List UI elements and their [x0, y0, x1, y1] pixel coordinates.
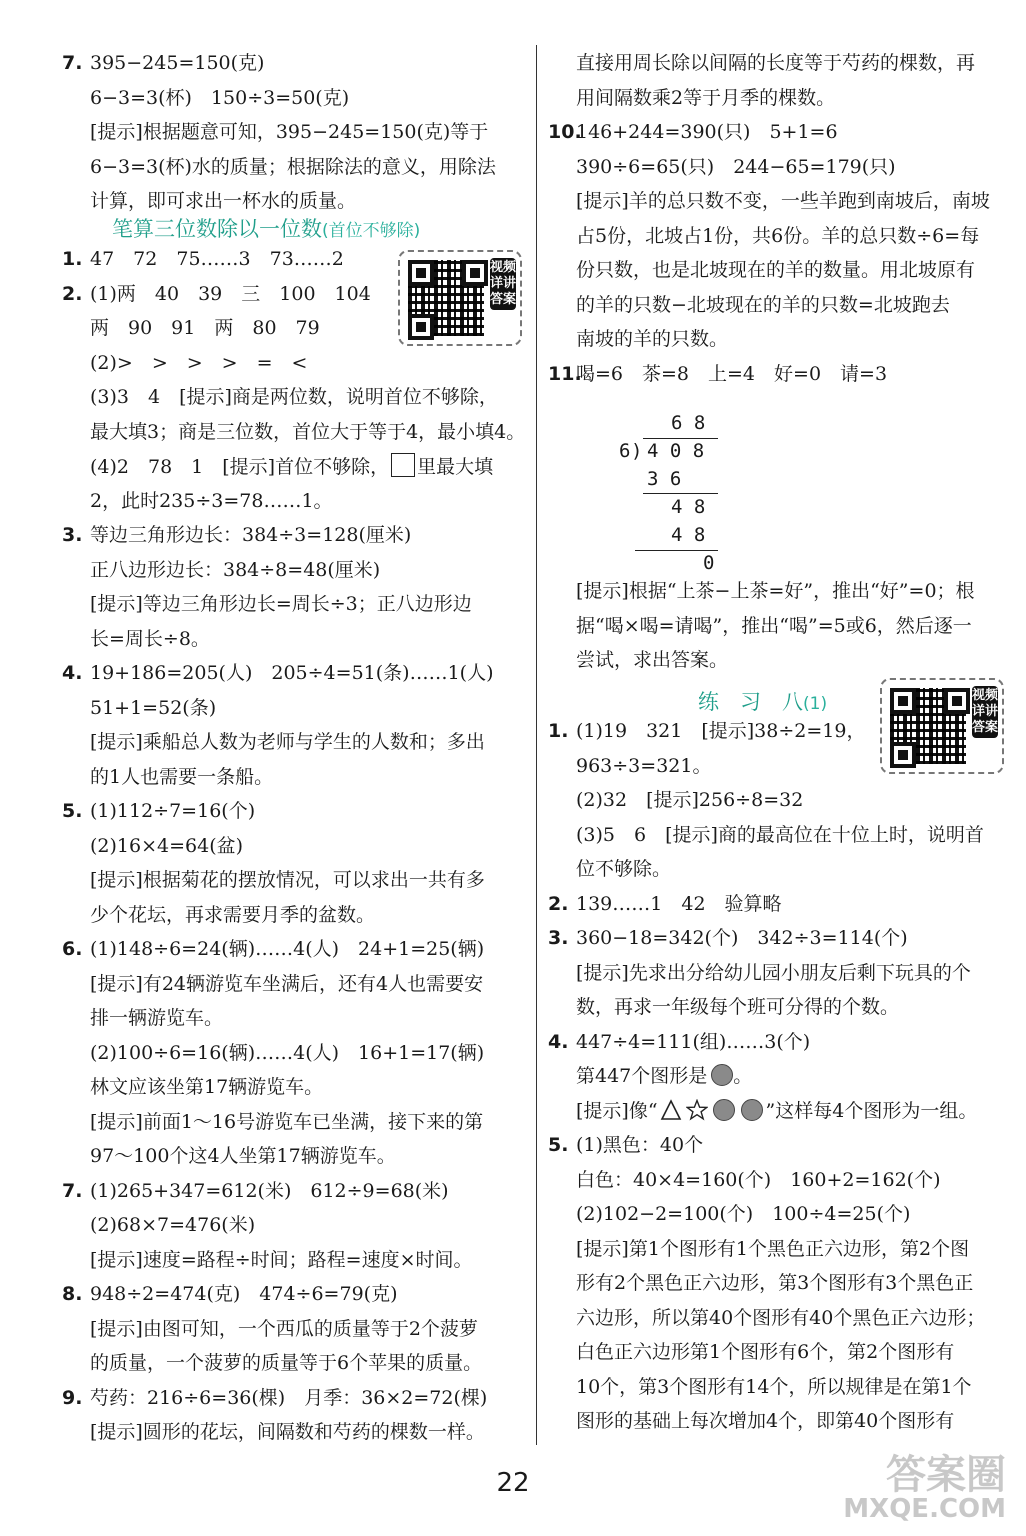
- answer-line: 47 72 75……3 73……2: [90, 248, 344, 270]
- answer-line: 白色：40×4=160(个) 160+2=162(个): [576, 1168, 941, 1191]
- answer-line: 形有2个黑色正六边形，第3个图形有3个黑色正: [576, 1272, 974, 1294]
- item-number: 8.: [62, 1283, 83, 1305]
- answer-line: 等边三角形边长：384÷3=128(厘米): [90, 524, 412, 546]
- answer-line: [提示]由图可知，一个西瓜的质量等于2个菠萝: [90, 1317, 478, 1340]
- answer-line: (2)> > > > = <: [90, 351, 308, 374]
- answer-line: [提示]有24辆游览车坐满后，还有4人也需要安: [90, 972, 484, 995]
- answer-line: 395−245=150(克): [90, 52, 265, 74]
- item-number: 2.: [548, 892, 569, 915]
- period: 。: [733, 1065, 753, 1087]
- answer-line: [提示]等边三角形边长=周长÷3；正八边形边: [90, 593, 472, 615]
- item-number: 5.: [548, 1134, 569, 1156]
- answer-line: 的羊的只数−北坡现在的羊的只数=北坡跑去: [576, 293, 950, 316]
- section-heading-1: 笔算三位数除以一位数(首位不够除): [112, 217, 421, 241]
- answer-line: 6−3=3(杯)水的质量；根据除法的意义，用除法: [90, 155, 496, 178]
- answer-line-tail: ”这样每4个图形为一组。: [765, 1099, 978, 1122]
- answer-line: 19+186=205(人) 205÷4=51(条)……1(人): [90, 662, 494, 684]
- item-number: 9.: [62, 1386, 83, 1409]
- item-number: 6.: [62, 938, 83, 960]
- answer-line: 正八边形边长：384÷8=48(厘米): [90, 558, 381, 581]
- answer-line: 据“喝×喝=请喝”，推出“喝”=5或6，然后逐一: [576, 614, 972, 637]
- answer-line: 的质量，一个菠萝的质量等于6个苹果的质量。: [90, 1352, 483, 1374]
- item-number: 10.: [548, 121, 582, 143]
- answer-line: 少个花坛，再求需要月季的盆数。: [90, 903, 376, 926]
- answer-line: 最大填3；商是三位数，首位大于等于4，最小填4。: [90, 420, 526, 443]
- answer-line: (1)148÷6=24(辆)……4(人) 24+1=25(辆): [90, 938, 485, 960]
- answer-line: [提示]乘船总人数为老师与学生的人数和；多出: [90, 731, 485, 753]
- answer-line: [提示]前面1～16号游览车已坐满，接下来的第: [90, 1110, 484, 1133]
- item-number: 11.: [548, 362, 582, 385]
- answer-line: [提示]先求出分给幼儿园小朋友后剩下玩具的个: [576, 961, 971, 984]
- answer-line: [提示]第1个图形有1个黑色正六边形，第2个图: [576, 1237, 970, 1260]
- division-dividend: 4 0 8: [647, 440, 705, 462]
- item-number: 4.: [62, 662, 83, 684]
- answer-line: 447÷4=111(组)……3(个): [576, 1030, 811, 1053]
- division-quotient: 6 8: [671, 412, 706, 434]
- answer-line: 390÷6=65(只) 244−65=179(只): [576, 155, 896, 178]
- answer-line: [提示]根据“上茶−上茶=好”，推出“好”=0；根: [576, 580, 975, 602]
- answer-line: [提示]速度=路程÷时间；路程=速度×时间。: [90, 1248, 473, 1271]
- answer-line: 六边形，所以第40个图形有40个黑色正六边形；: [576, 1306, 986, 1329]
- gray-circle-icon: [713, 1099, 735, 1121]
- answer-line: 南坡的羊的只数。: [576, 328, 729, 350]
- answer-line: 排一辆游览车。: [90, 1007, 224, 1029]
- answer-line: 占5份，北坡占1份，共6份。羊的总只数÷6=每: [576, 224, 980, 247]
- gray-circle-icon: [711, 1064, 733, 1086]
- answer-line: (2)102−2=100(个) 100÷4=25(个): [576, 1203, 911, 1225]
- item-number: 2.: [62, 282, 83, 305]
- answer-line: 数，再求一年级每个班可分得的个数。: [576, 996, 900, 1018]
- star-icon: [686, 1099, 708, 1121]
- column-divider: [536, 45, 537, 1445]
- answer-line: [提示]根据菊花的摆放情况，可以求出一共有多: [90, 869, 485, 891]
- division-step-2: 4 8: [671, 496, 706, 518]
- answer-line: 的1人也需要一条船。: [90, 765, 274, 788]
- answer-line: 尝试，求出答案。: [576, 649, 729, 671]
- answer-line: 计算，即可求出一杯水的质量。: [90, 190, 357, 212]
- answer-line-tail: 里最大填: [417, 456, 494, 478]
- page-number: 22: [496, 1468, 530, 1498]
- item-number: 1.: [62, 248, 83, 270]
- answer-line: 6−3=3(杯) 150÷3=50(克): [90, 86, 350, 109]
- answer-line: (2)68×7=476(米): [90, 1214, 256, 1236]
- qr-code-video-1[interactable]: [398, 250, 522, 346]
- answer-line: [提示]根据题意可知，395−245=150(克)等于: [90, 121, 489, 143]
- answer-line: (4)2 78 1 [提示]首位不够除， 里最大填: [90, 453, 493, 480]
- qr-code-video-2[interactable]: [880, 678, 1004, 774]
- answer-line: 两 90 91 两 80 79: [90, 317, 320, 339]
- answer-line: (1)两 40 39 三 100 104: [90, 282, 371, 305]
- answer-line: 第447个图形是 。: [576, 1065, 753, 1087]
- answer-line: 图形的基础上每次增加4个，即第40个图形有: [576, 1410, 955, 1432]
- gray-circle-icon: [741, 1099, 763, 1121]
- long-division: 6 8 6 ) 4 0 8 3 6 4 8 4 8 0: [613, 410, 733, 560]
- answer-line: 948÷2=474(克) 474÷6=79(克): [90, 1283, 398, 1305]
- item-number: 4.: [548, 1030, 569, 1053]
- item-number: 3.: [548, 927, 569, 949]
- answer-line: 10个，第3个图形有14个，所以规律是在第1个: [576, 1375, 972, 1398]
- division-step-3: 4 8: [671, 524, 706, 546]
- answer-line: 位不够除。: [576, 858, 672, 880]
- answer-line: 139……1 42 验算略: [576, 892, 782, 915]
- answer-line: 长=周长÷8。: [90, 627, 210, 650]
- item-number: 1.: [548, 720, 569, 742]
- answer-line: (1)112÷7=16(个): [90, 800, 256, 822]
- item-number: 7.: [62, 52, 83, 74]
- answer-line: 146+244=390(只) 5+1=6: [576, 121, 838, 143]
- answer-line: [提示]圆形的花坛，间隔数和芍药的棵数一样。: [90, 1421, 485, 1443]
- answer-line: [提示]像“ ”这样每4个图形为一组。: [576, 1099, 978, 1122]
- qr-label: 视频详讲答案: [490, 258, 516, 310]
- triangle-icon: [660, 1099, 682, 1121]
- item-number: 7.: [62, 1179, 83, 1202]
- answer-line: 用间隔数乘2等于月季的棵数。: [576, 86, 836, 109]
- answer-line: (2)16×4=64(盆): [90, 834, 244, 857]
- division-step-1: 3 6: [647, 468, 682, 490]
- answer-line: (1)黑色：40个: [576, 1134, 704, 1156]
- answer-line: (1)265+347=612(米) 612÷9=68(米): [90, 1179, 449, 1202]
- answer-line: 林文应该坐第17辆游览车。: [90, 1076, 324, 1098]
- item-number: 3.: [62, 524, 83, 546]
- item-number: 5.: [62, 800, 83, 822]
- answer-line: 2，此时235÷3=78……1。: [90, 489, 333, 512]
- answer-line: (3)3 4 [提示]商是两位数，说明首位不够除，: [90, 386, 498, 408]
- answer-line: 51+1=52(条): [90, 696, 217, 719]
- answer-line: 963÷3=321。: [576, 754, 712, 777]
- qr-label: 视频详讲答案: [972, 686, 998, 738]
- answer-line: 97～100个这4人坐第17辆游览车。: [90, 1145, 396, 1167]
- answer-line: 份只数，也是北坡现在的羊的数量。用北坡原有: [576, 259, 976, 281]
- answer-line: 白色正六边形第1个图形有6个，第2个图形有: [576, 1341, 955, 1363]
- answer-line: 芍药：216÷6=36(棵) 月季：36×2=72(棵): [90, 1386, 488, 1409]
- section-heading-2: 练 习 八(1): [698, 690, 828, 714]
- watermark: 答案圈 MXQE.COM: [843, 1452, 1006, 1524]
- division-remainder: 0: [703, 552, 715, 574]
- answer-line: [提示]羊的总只数不变，一些羊跑到南坡后，南坡: [576, 190, 990, 212]
- answer-line: 直接用周长除以间隔的长度等于芍药的棵数，再: [576, 52, 976, 74]
- answer-line: 喝=6 茶=8 上=4 好=0 请=3: [576, 362, 888, 385]
- division-divisor: 6: [619, 440, 631, 462]
- answer-line: (2)100÷6=16(辆)……4(人) 16+1=17(辆): [90, 1041, 485, 1064]
- answer-line: (1)19 321 [提示]38÷2=19，: [576, 720, 866, 742]
- answer-box-icon: [391, 453, 415, 477]
- answer-line: (3)5 6 [提示]商的最高位在十位上时，说明首: [576, 823, 984, 846]
- answer-line: 360−18=342(个) 342÷3=114(个): [576, 927, 908, 949]
- answer-line: (2)32 [提示]256÷8=32: [576, 789, 804, 811]
